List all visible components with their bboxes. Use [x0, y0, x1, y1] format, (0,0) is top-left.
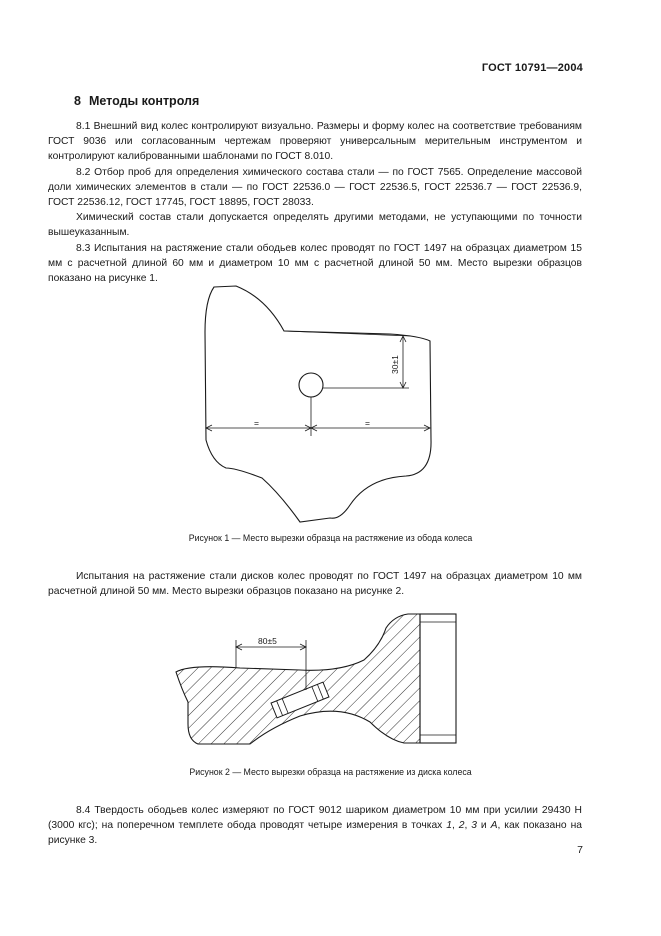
paragraph-8-3: 8.3 Испытания на растяжение стали ободьев колес проводят по ГОСТ 1497 на образцах диаметром 15 мм с расчетной длиной 60 мм и диаметром 10 мм с расчетной длиной 50 мм. Место вырезки образцов показано на рисунке 1.	[48, 242, 582, 285]
figure-1-caption: Рисунок 1 — Место вырезки образца на растяжение из обода колеса	[188, 533, 473, 543]
point-1: 1	[446, 820, 452, 832]
dim-equal-right: =	[365, 418, 370, 428]
point-3: 3	[471, 820, 478, 832]
rim-body	[420, 614, 456, 743]
rim-top-edge	[284, 331, 411, 336]
paragraph-8-2-note: Химический состав стали допускается определять другими методами, не уступающими по точности вышеуказанным.	[48, 212, 582, 239]
section-title	[74, 94, 199, 108]
paragraph-8-1: 8.1 Внешний вид колес контролируют визуально. Размеры и форму колес на соответствие требованиям ГОСТ 9036 или согласованным чертежам проверяют универсальным мерительным инструментом и контролируют калиброванными шаблонами по ГОСТ 8.010.	[48, 121, 582, 163]
rim-outline	[205, 286, 431, 522]
p84-text-a: 8.4 Твердость ободьев колес измеряют по ГОСТ 9012 шариком диаметром 10 мм при усилии 29430 Н (3000 кгс); на поперечном темплете обода проводят четыре измерения в точках	[48, 805, 582, 832]
text-block-8-4	[48, 803, 582, 849]
p84-sep-2: ,	[464, 820, 472, 832]
figure-2-drawing	[0, 610, 661, 760]
page-number: 7	[577, 844, 583, 856]
section-number: 8	[74, 94, 81, 108]
paragraph-8-4	[48, 803, 582, 849]
point-a: А	[490, 820, 498, 832]
dim-label-80: 80±5	[258, 636, 277, 646]
disc-section	[176, 614, 420, 744]
section-title-text: Методы контроля	[88, 94, 200, 108]
paragraph-disc: Испытания на растяжение стали дисков колес проводят по ГОСТ 1497 на образцах диаметром 10 мм расчетной длиной 50 мм. Место вырезки образцов показано на рисунке 2.	[48, 571, 582, 598]
text-block-main	[48, 119, 582, 286]
point-2: 2	[458, 820, 465, 832]
sample-circle	[299, 373, 323, 397]
paragraph-8-2: 8.2 Отбор проб для определения химического состава стали — по ГОСТ 7565. Определение массовой доли химических элементов в стали — по ГОСТ 22536.0 — ГОСТ 22536.5, ГОСТ 22536.7 — ГОСТ 22536.9, ГОСТ 22536.12, ГОСТ 17745, ГОСТ 18895, ГОСТ 28033.	[48, 166, 582, 209]
figure-2-caption: Рисунок 2 — Место вырезки образца на растяжение из диска колеса	[189, 767, 472, 777]
p84-sep-1: ,	[451, 820, 459, 832]
text-block-disc	[48, 569, 582, 599]
dim-equal-left: =	[254, 418, 259, 428]
p84-text-b: , как показано на рисунке 3.	[48, 820, 582, 847]
dim-vertical-label: 30±1	[390, 355, 400, 374]
p84-and: и	[477, 820, 491, 832]
standard-header: ГОСТ 10791—2004	[481, 62, 583, 74]
figure-1-drawing	[0, 280, 661, 530]
